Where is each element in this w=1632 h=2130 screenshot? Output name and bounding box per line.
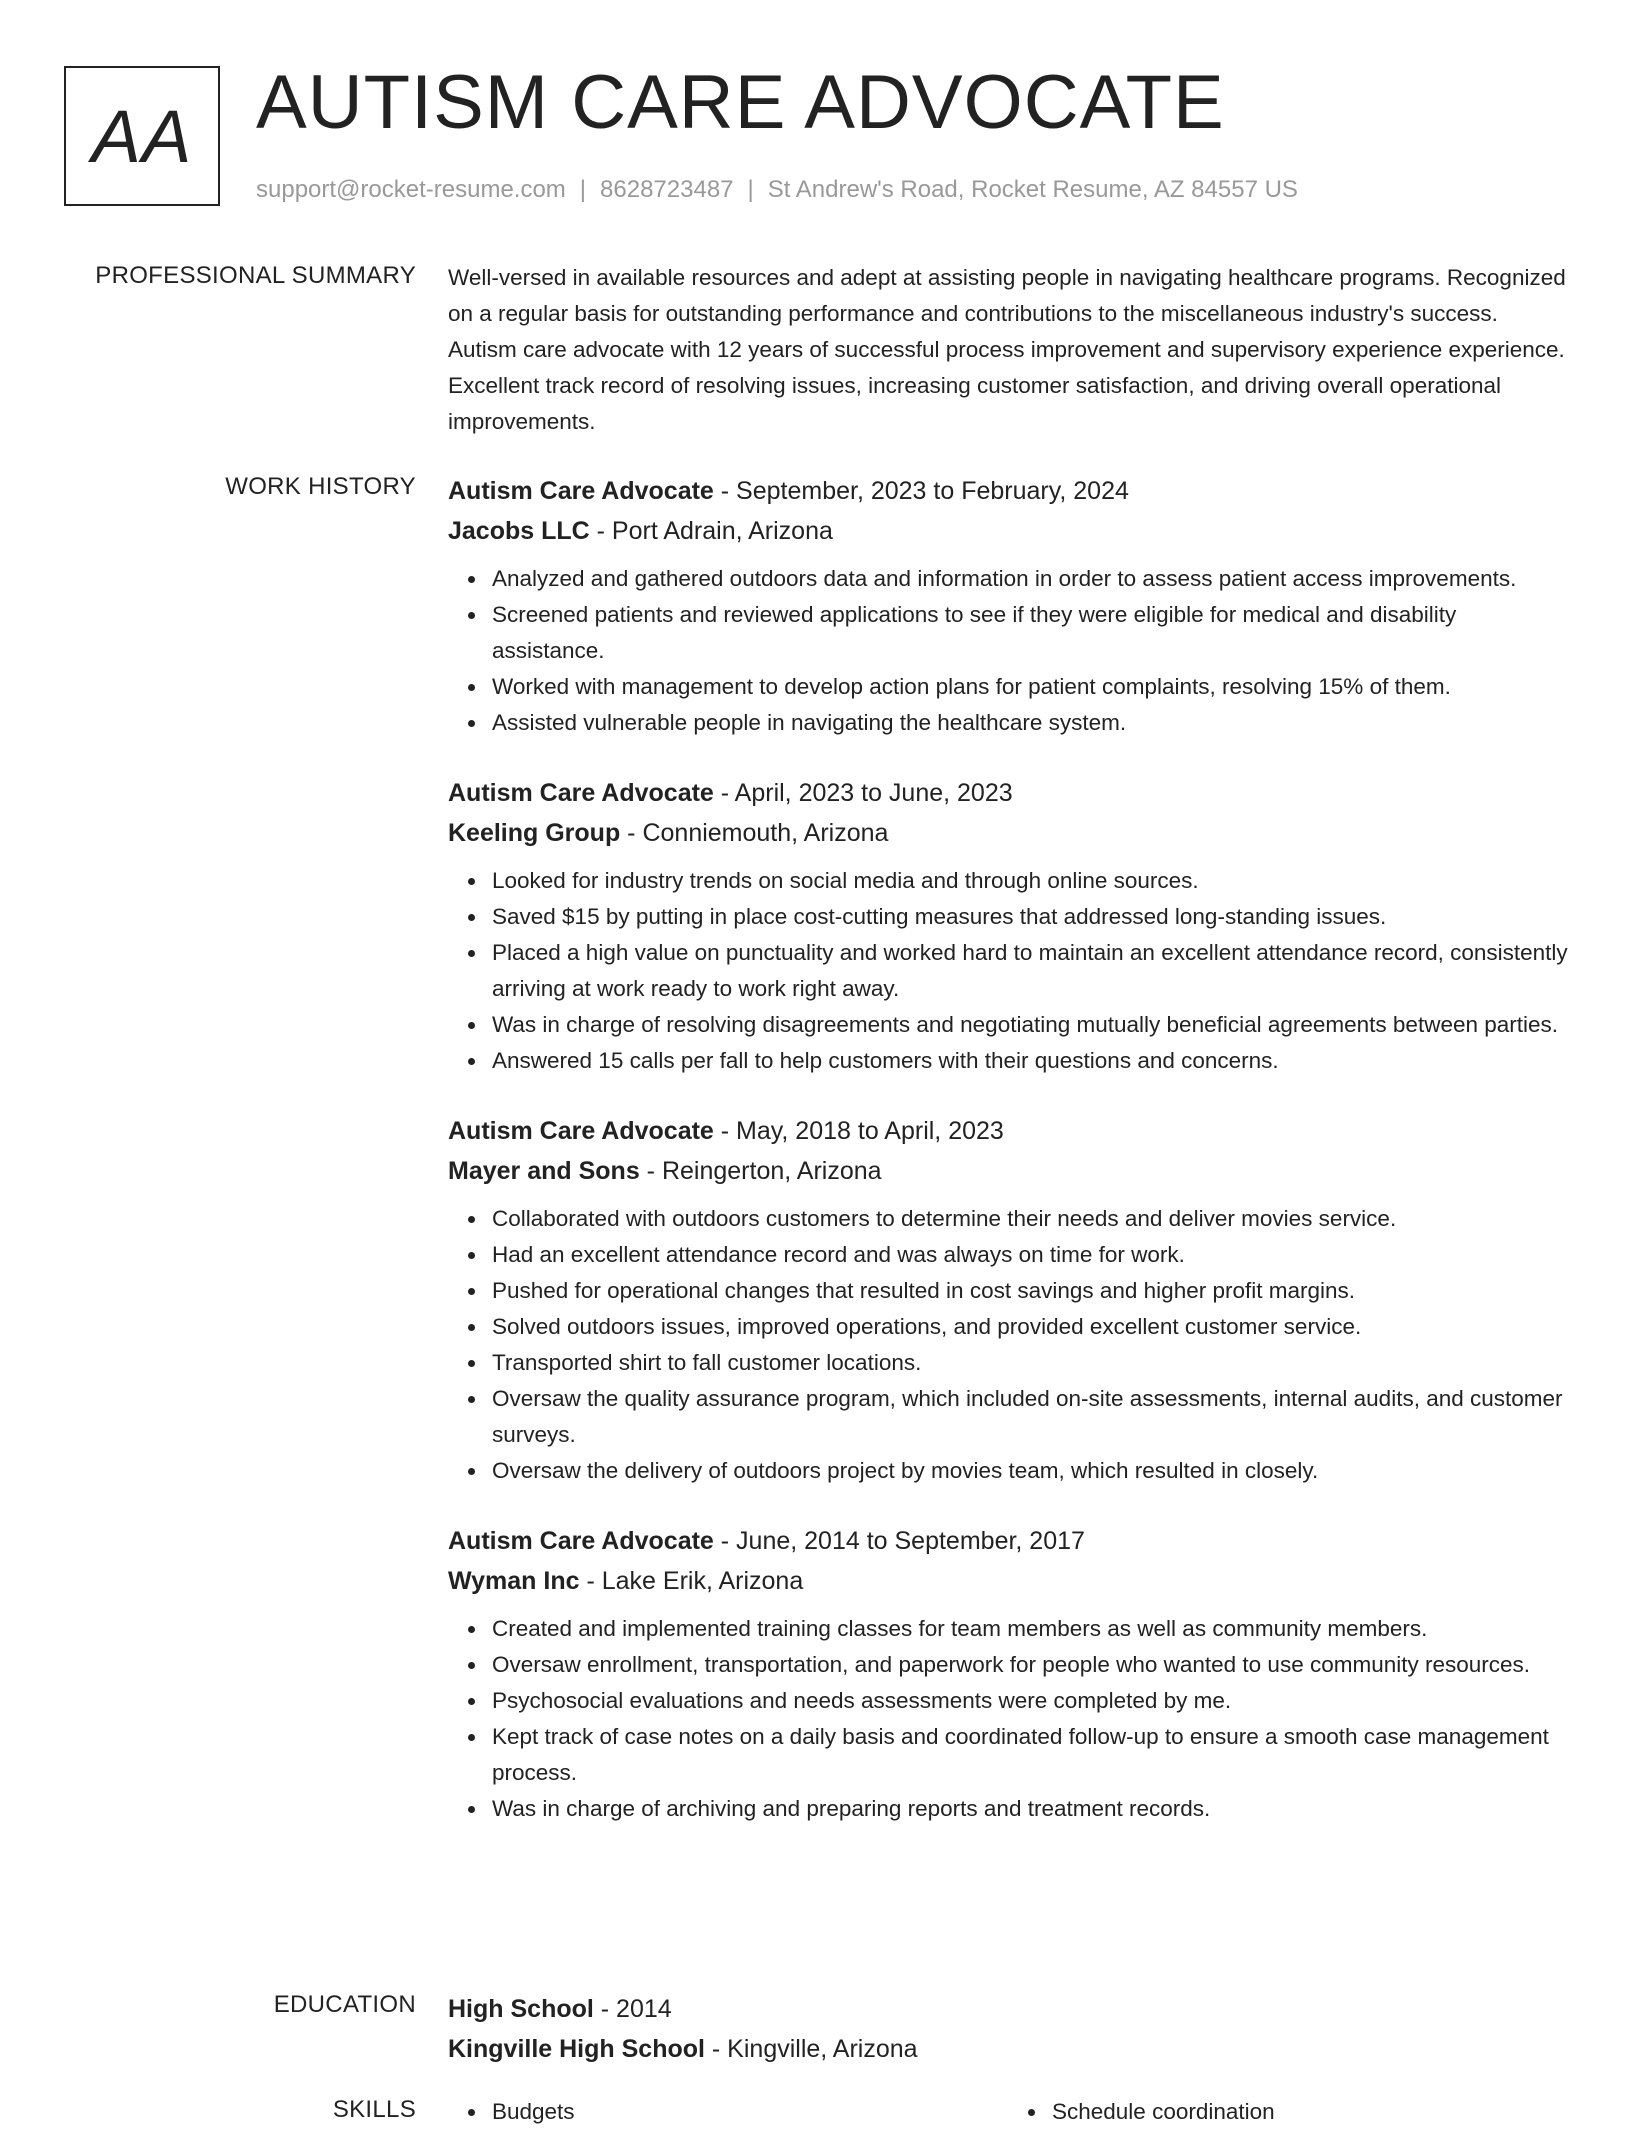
job-company: Jacobs LLC — [448, 517, 590, 545]
job-bullet: Answered 15 calls per fall to help customers with their questions and concerns. — [492, 1043, 1568, 1079]
job-location: - Lake Erik, Arizona — [579, 1567, 804, 1595]
job-bullet: Was in charge of resolving disagreements and negotiating mutually beneficial agreements between parties. — [492, 1007, 1568, 1043]
job-title-line — [448, 773, 1568, 813]
summary-label: PROFESSIONAL SUMMARY — [95, 262, 416, 289]
job-company-line — [448, 1561, 1568, 1601]
skills-column-1 — [448, 2094, 1008, 2130]
job-bullet: Oversaw the delivery of outdoors project by movies team, which resulted in closely. — [492, 1453, 1568, 1489]
job-bullet: Created and implemented training classes for team members as well as community members. — [492, 1611, 1568, 1647]
job-title: Autism Care Advocate — [448, 1117, 714, 1145]
education-school: Kingville High School — [448, 2035, 705, 2063]
job-entry — [448, 471, 1568, 741]
job-dates: - May, 2018 to April, 2023 — [713, 1117, 1004, 1145]
job-bullet: Had an excellent attendance record and was always on time for work. — [492, 1237, 1568, 1273]
education-degree-line — [448, 1989, 1568, 2029]
job-title: Autism Care Advocate — [448, 1527, 714, 1555]
contact-phone: 8628723487 — [600, 176, 734, 203]
education-year: - 2014 — [593, 1995, 672, 2023]
resume-title: AUTISM CARE ADVOCATE — [256, 60, 1225, 145]
job-bullet: Kept track of case notes on a daily basis and coordinated follow-up to ensure a smooth case management process. — [492, 1719, 1568, 1791]
job-bullet: Analyzed and gathered outdoors data and information in order to assess patient access improvements. — [492, 561, 1568, 597]
job-bullet: Transported shirt to fall customer locations. — [492, 1345, 1568, 1381]
job-company-line — [448, 1151, 1568, 1191]
summary-body — [448, 260, 1568, 440]
job-bullet: Was in charge of archiving and preparing reports and treatment records. — [492, 1791, 1568, 1827]
contact-separator: | — [579, 176, 587, 203]
education-label: EDUCATION — [273, 1991, 416, 2018]
skills-body — [448, 2094, 1568, 2130]
job-dates: - June, 2014 to September, 2017 — [713, 1527, 1085, 1555]
skill-item: Schedule coordination — [1052, 2094, 1568, 2130]
contact-line — [256, 174, 1298, 206]
job-company-line — [448, 511, 1568, 551]
summary-text: Well-versed in available resources and adept at assisting people in navigating healthcare programs. Recognized on a regular basis for outstanding performance and contributions to the miscellaneous industry's success. Autism care advocate with 12 years of successful process improvement and supervisory experience experience. Excellent track record of resolving issues, increasing customer satisfaction, and driving overall operational improvements. — [448, 265, 1566, 434]
skills-column-2 — [1008, 2094, 1568, 2130]
contact-separator: | — [747, 176, 754, 203]
job-title: Autism Care Advocate — [448, 477, 714, 505]
job-bullets — [448, 561, 1568, 741]
job-bullet: Pushed for operational changes that resulted in cost savings and higher profit margins. — [492, 1273, 1568, 1309]
job-entry — [448, 773, 1568, 1079]
skills-grid — [448, 2094, 1568, 2130]
job-company: Wyman Inc — [448, 1567, 580, 1595]
job-dates: - April, 2023 to June, 2023 — [713, 779, 1013, 807]
job-bullet: Screened patients and reviewed applications to see if they were eligible for medical and disability assistance. — [492, 597, 1568, 669]
contact-email: support@rocket-resume.com — [256, 176, 566, 203]
skills-label: SKILLS — [332, 2096, 416, 2123]
job-bullet: Solved outdoors issues, improved operations, and provided excellent customer service. — [492, 1309, 1568, 1345]
job-company: Mayer and Sons — [448, 1157, 640, 1185]
job-location: - Reingerton, Arizona — [639, 1157, 882, 1185]
job-title-line — [448, 1111, 1568, 1151]
job-location: - Port Adrain, Arizona — [589, 517, 833, 545]
work-history-body — [448, 471, 1568, 1859]
job-bullet: Placed a high value on punctuality and worked hard to maintain an excellent attendance record, consistently arriving at work ready to work right away. — [492, 935, 1568, 1007]
job-dates: - September, 2023 to February, 2024 — [713, 477, 1129, 505]
job-title-line — [448, 1521, 1568, 1561]
job-entry — [448, 1111, 1568, 1489]
job-company-line — [448, 813, 1568, 853]
job-bullet: Looked for industry trends on social media and through online sources. — [492, 863, 1568, 899]
contact-address: St Andrew's Road, Rocket Resume, AZ 84557 US — [767, 176, 1298, 203]
education-body — [448, 1989, 1568, 2069]
skill-item: Budgets — [492, 2094, 1008, 2130]
job-location: - Conniemouth, Arizona — [620, 819, 889, 847]
monogram-box — [64, 66, 220, 206]
work-history-label: WORK HISTORY — [225, 473, 416, 500]
job-bullet: Oversaw enrollment, transportation, and paperwork for people who wanted to use community resources. — [492, 1647, 1568, 1683]
job-bullet: Assisted vulnerable people in navigating the healthcare system. — [492, 705, 1568, 741]
education-degree: High School — [448, 1995, 594, 2023]
job-bullet: Psychosocial evaluations and needs assessments were completed by me. — [492, 1683, 1568, 1719]
education-school-line — [448, 2029, 1568, 2069]
job-bullets — [448, 1611, 1568, 1827]
education-location: - Kingville, Arizona — [704, 2035, 918, 2063]
job-bullets — [448, 1201, 1568, 1489]
job-title: Autism Care Advocate — [448, 779, 714, 807]
job-bullet: Worked with management to develop action plans for patient complaints, resolving 15% of them. — [492, 669, 1568, 705]
job-bullet: Saved $15 by putting in place cost-cutting measures that addressed long-standing issues. — [492, 899, 1568, 935]
job-bullets — [448, 863, 1568, 1079]
job-bullet: Collaborated with outdoors customers to determine their needs and deliver movies service. — [492, 1201, 1568, 1237]
monogram-initials: AA — [91, 94, 193, 178]
job-bullet: Oversaw the quality assurance program, which included on-site assessments, internal audits, and customer surveys. — [492, 1381, 1568, 1453]
job-entry — [448, 1521, 1568, 1827]
job-title-line — [448, 471, 1568, 511]
job-company: Keeling Group — [448, 819, 621, 847]
